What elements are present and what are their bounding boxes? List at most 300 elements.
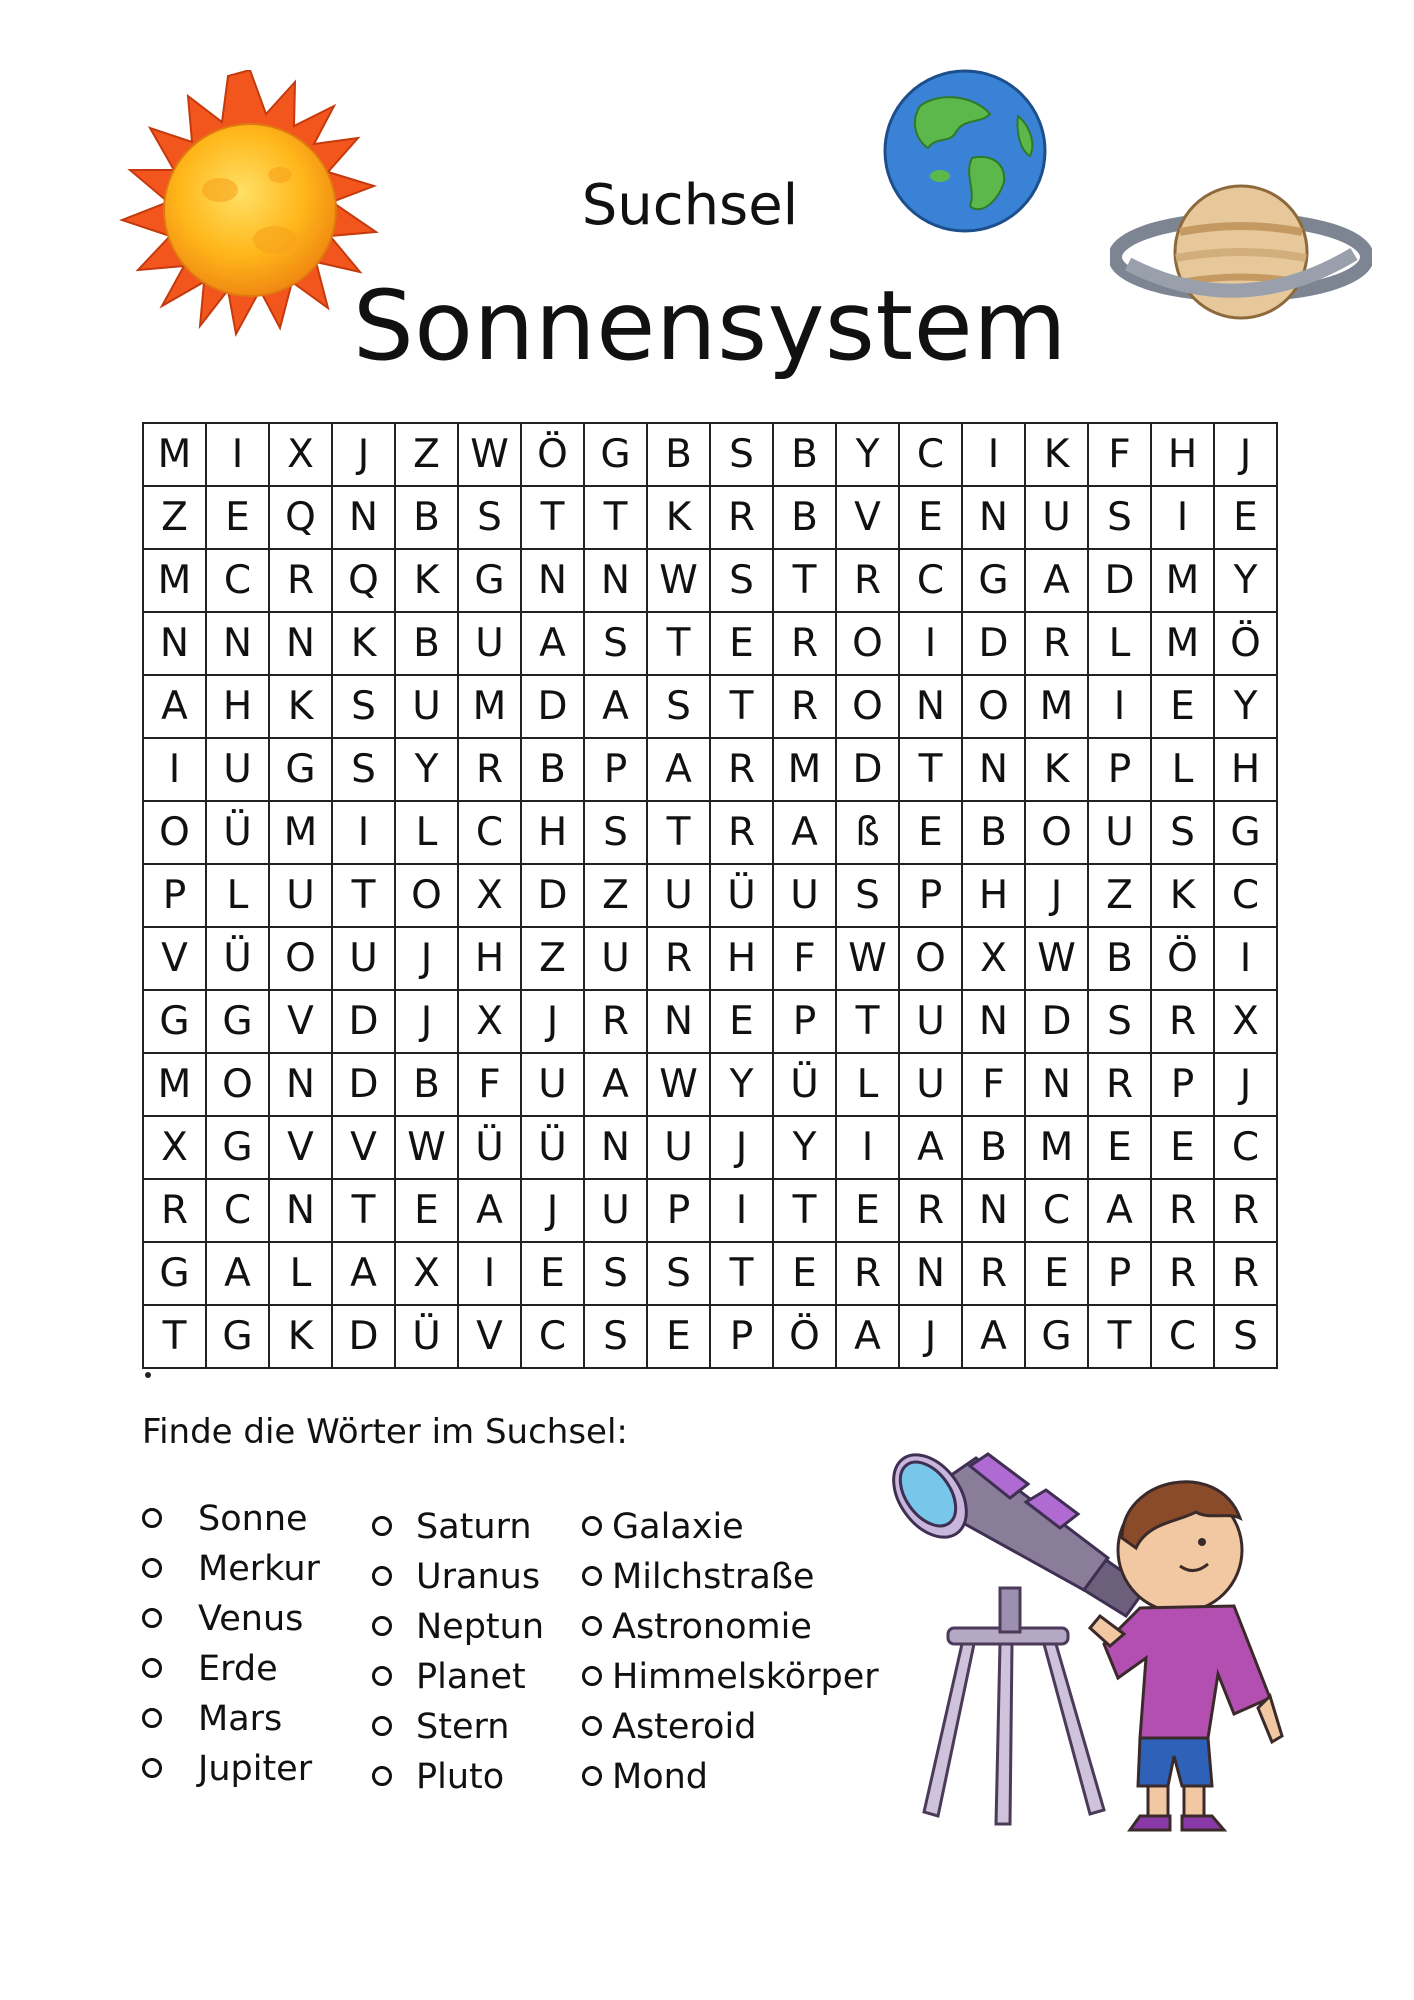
checkbox-circle[interactable]: [372, 1516, 392, 1536]
grid-cell[interactable]: Ü: [522, 1117, 585, 1180]
grid-cell[interactable]: K: [1152, 865, 1215, 928]
grid-cell[interactable]: N: [270, 1054, 333, 1117]
grid-cell[interactable]: I: [963, 424, 1026, 487]
checkbox-circle[interactable]: [372, 1666, 392, 1686]
grid-cell[interactable]: F: [459, 1054, 522, 1117]
grid-cell[interactable]: D: [1089, 550, 1152, 613]
grid-cell[interactable]: S: [837, 865, 900, 928]
grid-cell[interactable]: U: [207, 739, 270, 802]
grid-cell[interactable]: R: [774, 676, 837, 739]
grid-cell[interactable]: E: [1215, 487, 1278, 550]
checkbox-circle[interactable]: [582, 1566, 602, 1586]
grid-cell[interactable]: T: [333, 865, 396, 928]
grid-cell[interactable]: B: [522, 739, 585, 802]
grid-cell[interactable]: E: [1026, 1243, 1089, 1306]
grid-cell[interactable]: P: [1089, 739, 1152, 802]
grid-cell[interactable]: I: [207, 424, 270, 487]
grid-cell[interactable]: F: [1089, 424, 1152, 487]
grid-cell[interactable]: U: [333, 928, 396, 991]
grid-cell[interactable]: B: [648, 424, 711, 487]
grid-cell[interactable]: W: [396, 1117, 459, 1180]
grid-cell[interactable]: G: [207, 991, 270, 1054]
worksheet-title: Sonnensystem: [352, 270, 1068, 382]
checkbox-circle[interactable]: [372, 1566, 392, 1586]
grid-cell[interactable]: T: [333, 1180, 396, 1243]
grid-cell[interactable]: X: [396, 1243, 459, 1306]
checkbox-circle[interactable]: [142, 1758, 162, 1778]
grid-cell[interactable]: R: [459, 739, 522, 802]
grid-cell[interactable]: V: [333, 1117, 396, 1180]
grid-cell[interactable]: T: [711, 676, 774, 739]
grid-cell[interactable]: O: [900, 928, 963, 991]
grid-cell[interactable]: V: [837, 487, 900, 550]
grid-cell[interactable]: I: [1089, 676, 1152, 739]
word-label: Mars: [198, 1699, 283, 1739]
grid-cell[interactable]: V: [270, 991, 333, 1054]
grid-cell[interactable]: R: [711, 739, 774, 802]
grid-cell[interactable]: C: [459, 802, 522, 865]
word-search-grid[interactable]: [142, 422, 1278, 1369]
grid-cell[interactable]: R: [711, 802, 774, 865]
grid-cell[interactable]: B: [396, 1054, 459, 1117]
word-label: Stern: [416, 1707, 510, 1747]
grid-cell[interactable]: Ü: [207, 802, 270, 865]
grid-cell[interactable]: D: [333, 1054, 396, 1117]
grid-cell[interactable]: U: [900, 1054, 963, 1117]
grid-cell[interactable]: J: [333, 424, 396, 487]
grid-cell[interactable]: B: [1089, 928, 1152, 991]
grid-cell[interactable]: P: [144, 865, 207, 928]
grid-cell[interactable]: R: [648, 928, 711, 991]
grid-cell[interactable]: K: [1026, 739, 1089, 802]
grid-cell[interactable]: D: [1026, 991, 1089, 1054]
grid-cell[interactable]: A: [648, 739, 711, 802]
grid-cell[interactable]: C: [1215, 1117, 1278, 1180]
grid-cell[interactable]: U: [648, 1117, 711, 1180]
grid-cell[interactable]: X: [270, 424, 333, 487]
grid-cell[interactable]: Y: [837, 424, 900, 487]
grid-cell[interactable]: L: [396, 802, 459, 865]
grid-cell[interactable]: A: [837, 1306, 900, 1369]
word-label: Himmelskörper: [612, 1657, 879, 1697]
grid-cell[interactable]: S: [585, 613, 648, 676]
grid-cell[interactable]: P: [774, 991, 837, 1054]
grid-cell[interactable]: S: [1152, 802, 1215, 865]
grid-cell[interactable]: U: [774, 865, 837, 928]
grid-cell[interactable]: O: [270, 928, 333, 991]
grid-cell[interactable]: T: [900, 739, 963, 802]
grid-cell[interactable]: ß: [837, 802, 900, 865]
checkbox-circle[interactable]: [582, 1516, 602, 1536]
grid-cell[interactable]: X: [1215, 991, 1278, 1054]
checkbox-circle[interactable]: [142, 1558, 162, 1578]
grid-cell[interactable]: J: [711, 1117, 774, 1180]
child-with-telescope: [878, 1438, 1340, 1838]
grid-cell[interactable]: U: [585, 1180, 648, 1243]
grid-cell[interactable]: Ü: [207, 928, 270, 991]
grid-cell[interactable]: X: [963, 928, 1026, 991]
grid-cell[interactable]: M: [270, 802, 333, 865]
grid-cell[interactable]: S: [585, 802, 648, 865]
grid-cell[interactable]: W: [648, 1054, 711, 1117]
grid-cell[interactable]: M: [1152, 550, 1215, 613]
grid-cell[interactable]: N: [585, 1117, 648, 1180]
grid-cell[interactable]: S: [1215, 1306, 1278, 1369]
grid-cell[interactable]: C: [900, 424, 963, 487]
grid-cell[interactable]: T: [774, 1180, 837, 1243]
grid-cell[interactable]: S: [648, 676, 711, 739]
checkbox-circle[interactable]: [582, 1716, 602, 1736]
checkbox-circle[interactable]: [142, 1658, 162, 1678]
grid-cell[interactable]: T: [585, 487, 648, 550]
grid-cell[interactable]: T: [144, 1306, 207, 1369]
grid-cell[interactable]: B: [963, 802, 1026, 865]
grid-cell[interactable]: H: [459, 928, 522, 991]
grid-cell[interactable]: J: [396, 928, 459, 991]
grid-cell[interactable]: D: [333, 991, 396, 1054]
grid-cell[interactable]: Y: [774, 1117, 837, 1180]
checkbox-circle[interactable]: [142, 1708, 162, 1728]
grid-cell[interactable]: E: [396, 1180, 459, 1243]
grid-cell[interactable]: Ö: [1152, 928, 1215, 991]
grid-cell[interactable]: M: [144, 1054, 207, 1117]
grid-cell[interactable]: G: [144, 1243, 207, 1306]
grid-cell[interactable]: E: [1152, 1117, 1215, 1180]
grid-cell[interactable]: J: [522, 991, 585, 1054]
grid-cell[interactable]: A: [585, 676, 648, 739]
grid-cell[interactable]: N: [333, 487, 396, 550]
grid-cell[interactable]: N: [963, 1180, 1026, 1243]
grid-cell[interactable]: L: [207, 865, 270, 928]
grid-cell[interactable]: Ö: [774, 1306, 837, 1369]
grid-cell[interactable]: M: [144, 550, 207, 613]
stray-dot: [145, 1372, 151, 1378]
word-label: Planet: [416, 1657, 526, 1697]
grid-cell[interactable]: C: [1215, 865, 1278, 928]
checkbox-circle[interactable]: [372, 1616, 392, 1636]
grid-cell[interactable]: Z: [1089, 865, 1152, 928]
grid-cell[interactable]: B: [396, 613, 459, 676]
grid-cell[interactable]: W: [648, 550, 711, 613]
grid-cell[interactable]: T: [711, 1243, 774, 1306]
grid-cell[interactable]: P: [1089, 1243, 1152, 1306]
checkbox-circle[interactable]: [142, 1608, 162, 1628]
grid-cell[interactable]: X: [459, 865, 522, 928]
grid-cell[interactable]: M: [774, 739, 837, 802]
grid-cell[interactable]: A: [1089, 1180, 1152, 1243]
grid-cell[interactable]: E: [837, 1180, 900, 1243]
grid-cell[interactable]: C: [522, 1306, 585, 1369]
grid-cell[interactable]: N: [207, 613, 270, 676]
grid-cell[interactable]: Z: [144, 487, 207, 550]
grid-cell[interactable]: R: [774, 613, 837, 676]
grid-cell[interactable]: W: [1026, 928, 1089, 991]
grid-cell[interactable]: H: [711, 928, 774, 991]
grid-cell[interactable]: A: [144, 676, 207, 739]
grid-cell[interactable]: R: [144, 1180, 207, 1243]
grid-cell[interactable]: O: [207, 1054, 270, 1117]
grid-cell[interactable]: E: [774, 1243, 837, 1306]
grid-cell[interactable]: H: [207, 676, 270, 739]
grid-cell[interactable]: K: [270, 1306, 333, 1369]
grid-cell[interactable]: E: [648, 1306, 711, 1369]
grid-cell[interactable]: G: [270, 739, 333, 802]
grid-cell[interactable]: G: [585, 424, 648, 487]
grid-cell[interactable]: K: [333, 613, 396, 676]
grid-cell[interactable]: I: [900, 613, 963, 676]
grid-cell[interactable]: O: [963, 676, 1026, 739]
grid-cell[interactable]: R: [963, 1243, 1026, 1306]
grid-cell[interactable]: U: [1026, 487, 1089, 550]
grid-cell[interactable]: E: [522, 1243, 585, 1306]
grid-cell[interactable]: N: [963, 991, 1026, 1054]
grid-cell[interactable]: D: [963, 613, 1026, 676]
grid-cell[interactable]: N: [270, 613, 333, 676]
grid-cell[interactable]: G: [1026, 1306, 1089, 1369]
grid-cell[interactable]: T: [837, 991, 900, 1054]
grid-cell[interactable]: R: [1089, 1054, 1152, 1117]
grid-cell[interactable]: T: [648, 613, 711, 676]
grid-cell[interactable]: L: [270, 1243, 333, 1306]
grid-cell[interactable]: C: [207, 1180, 270, 1243]
grid-cell[interactable]: E: [1152, 676, 1215, 739]
grid-cell[interactable]: H: [1152, 424, 1215, 487]
grid-cell[interactable]: N: [522, 550, 585, 613]
grid-cell[interactable]: F: [774, 928, 837, 991]
grid-cell[interactable]: R: [1152, 1243, 1215, 1306]
grid-cell[interactable]: A: [774, 802, 837, 865]
grid-cell[interactable]: H: [522, 802, 585, 865]
grid-cell[interactable]: S: [711, 424, 774, 487]
grid-cell[interactable]: K: [396, 550, 459, 613]
grid-cell[interactable]: R: [900, 1180, 963, 1243]
grid-cell[interactable]: B: [396, 487, 459, 550]
grid-cell[interactable]: N: [270, 1180, 333, 1243]
grid-cell[interactable]: Z: [522, 928, 585, 991]
grid-cell[interactable]: R: [837, 550, 900, 613]
grid-cell[interactable]: C: [1152, 1306, 1215, 1369]
grid-cell[interactable]: A: [207, 1243, 270, 1306]
grid-cell[interactable]: K: [270, 676, 333, 739]
grid-cell[interactable]: G: [1215, 802, 1278, 865]
grid-cell[interactable]: U: [1089, 802, 1152, 865]
grid-cell[interactable]: W: [837, 928, 900, 991]
grid-cell[interactable]: N: [963, 487, 1026, 550]
grid-cell[interactable]: R: [837, 1243, 900, 1306]
grid-cell[interactable]: S: [333, 676, 396, 739]
grid-cell[interactable]: A: [963, 1306, 1026, 1369]
grid-cell[interactable]: I: [1215, 928, 1278, 991]
grid-cell[interactable]: W: [459, 424, 522, 487]
grid-cell[interactable]: A: [900, 1117, 963, 1180]
grid-cell[interactable]: Z: [396, 424, 459, 487]
grid-cell[interactable]: A: [585, 1054, 648, 1117]
checkbox-circle[interactable]: [142, 1508, 162, 1528]
grid-cell[interactable]: Y: [1215, 550, 1278, 613]
grid-cell[interactable]: N: [585, 550, 648, 613]
grid-cell[interactable]: E: [711, 613, 774, 676]
grid-cell[interactable]: T: [1089, 1306, 1152, 1369]
grid-cell[interactable]: K: [1026, 424, 1089, 487]
grid-cell[interactable]: B: [774, 424, 837, 487]
grid-cell[interactable]: Ü: [459, 1117, 522, 1180]
grid-cell[interactable]: P: [711, 1306, 774, 1369]
grid-cell[interactable]: Z: [585, 865, 648, 928]
grid-cell[interactable]: R: [1215, 1180, 1278, 1243]
grid-cell[interactable]: R: [1215, 1243, 1278, 1306]
grid-cell[interactable]: U: [900, 991, 963, 1054]
grid-cell[interactable]: S: [1089, 487, 1152, 550]
grid-cell[interactable]: I: [144, 739, 207, 802]
grid-cell[interactable]: T: [774, 550, 837, 613]
grid-cell[interactable]: P: [900, 865, 963, 928]
grid-cell[interactable]: S: [585, 1306, 648, 1369]
grid-cell[interactable]: O: [837, 613, 900, 676]
grid-cell[interactable]: C: [900, 550, 963, 613]
grid-cell[interactable]: U: [648, 865, 711, 928]
grid-cell[interactable]: E: [900, 487, 963, 550]
grid-cell[interactable]: P: [585, 739, 648, 802]
checkbox-circle[interactable]: [582, 1766, 602, 1786]
grid-cell[interactable]: R: [1026, 613, 1089, 676]
grid-cell[interactable]: E: [207, 487, 270, 550]
grid-cell[interactable]: H: [1215, 739, 1278, 802]
grid-cell[interactable]: N: [900, 1243, 963, 1306]
grid-cell[interactable]: Ü: [711, 865, 774, 928]
checkbox-circle[interactable]: [372, 1766, 392, 1786]
grid-cell[interactable]: S: [1089, 991, 1152, 1054]
grid-cell[interactable]: G: [963, 550, 1026, 613]
grid-cell[interactable]: E: [900, 802, 963, 865]
grid-cell[interactable]: G: [207, 1306, 270, 1369]
grid-cell[interactable]: T: [648, 802, 711, 865]
grid-cell[interactable]: N: [1026, 1054, 1089, 1117]
grid-cell[interactable]: P: [1152, 1054, 1215, 1117]
grid-cell[interactable]: G: [144, 991, 207, 1054]
checkbox-circle[interactable]: [372, 1716, 392, 1736]
grid-cell[interactable]: R: [585, 991, 648, 1054]
grid-cell[interactable]: Y: [711, 1054, 774, 1117]
grid-cell[interactable]: Y: [396, 739, 459, 802]
grid-cell[interactable]: D: [837, 739, 900, 802]
grid-cell[interactable]: M: [1152, 613, 1215, 676]
grid-cell[interactable]: L: [1152, 739, 1215, 802]
grid-cell[interactable]: Ü: [774, 1054, 837, 1117]
grid-cell[interactable]: A: [522, 613, 585, 676]
grid-cell[interactable]: N: [963, 739, 1026, 802]
grid-cell[interactable]: I: [333, 802, 396, 865]
word-label: Venus: [198, 1599, 304, 1639]
grid-cell[interactable]: F: [963, 1054, 1026, 1117]
grid-cell[interactable]: J: [396, 991, 459, 1054]
grid-cell[interactable]: X: [459, 991, 522, 1054]
grid-cell[interactable]: V: [270, 1117, 333, 1180]
worksheet-subtitle: Suchsel: [581, 173, 799, 238]
word-label: Merkur: [198, 1549, 320, 1589]
grid-cell[interactable]: N: [144, 613, 207, 676]
grid-cell[interactable]: M: [1026, 676, 1089, 739]
grid-cell[interactable]: G: [459, 550, 522, 613]
grid-cell[interactable]: S: [711, 550, 774, 613]
grid-cell[interactable]: B: [963, 1117, 1026, 1180]
grid-cell[interactable]: E: [1089, 1117, 1152, 1180]
grid-cell[interactable]: L: [837, 1054, 900, 1117]
grid-cell[interactable]: O: [1026, 802, 1089, 865]
grid-cell[interactable]: S: [585, 1243, 648, 1306]
grid-cell[interactable]: I: [837, 1117, 900, 1180]
grid-cell[interactable]: Ö: [1215, 613, 1278, 676]
grid-cell[interactable]: R: [1152, 991, 1215, 1054]
grid-cell[interactable]: N: [648, 991, 711, 1054]
grid-cell[interactable]: J: [522, 1180, 585, 1243]
grid-cell[interactable]: C: [207, 550, 270, 613]
grid-cell[interactable]: A: [459, 1180, 522, 1243]
grid-cell[interactable]: O: [396, 865, 459, 928]
grid-cell[interactable]: J: [1215, 424, 1278, 487]
grid-cell[interactable]: D: [522, 676, 585, 739]
grid-cell[interactable]: S: [459, 487, 522, 550]
grid-cell[interactable]: J: [1215, 1054, 1278, 1117]
grid-cell[interactable]: J: [900, 1306, 963, 1369]
grid-cell[interactable]: Q: [333, 550, 396, 613]
grid-cell[interactable]: Ü: [396, 1306, 459, 1369]
saturn-icon: [1110, 172, 1372, 332]
grid-cell[interactable]: U: [270, 865, 333, 928]
grid-cell[interactable]: O: [144, 802, 207, 865]
grid-cell[interactable]: R: [270, 550, 333, 613]
grid-cell[interactable]: Y: [1215, 676, 1278, 739]
grid-cell[interactable]: V: [144, 928, 207, 991]
grid-cell[interactable]: B: [774, 487, 837, 550]
grid-cell[interactable]: N: [900, 676, 963, 739]
grid-cell[interactable]: R: [1152, 1180, 1215, 1243]
grid-cell[interactable]: V: [459, 1306, 522, 1369]
grid-cell[interactable]: U: [459, 613, 522, 676]
checkbox-circle[interactable]: [582, 1616, 602, 1636]
grid-cell[interactable]: U: [396, 676, 459, 739]
grid-cell[interactable]: A: [1026, 550, 1089, 613]
grid-cell[interactable]: P: [648, 1180, 711, 1243]
grid-cell[interactable]: D: [522, 865, 585, 928]
grid-cell[interactable]: H: [963, 865, 1026, 928]
grid-cell[interactable]: L: [1089, 613, 1152, 676]
grid-cell[interactable]: Q: [270, 487, 333, 550]
grid-cell[interactable]: D: [333, 1306, 396, 1369]
grid-cell[interactable]: O: [837, 676, 900, 739]
grid-cell[interactable]: M: [144, 424, 207, 487]
grid-cell[interactable]: J: [1026, 865, 1089, 928]
grid-cell[interactable]: I: [1152, 487, 1215, 550]
grid-cell[interactable]: R: [711, 487, 774, 550]
grid-cell[interactable]: K: [648, 487, 711, 550]
grid-cell[interactable]: M: [459, 676, 522, 739]
checkbox-circle[interactable]: [582, 1666, 602, 1686]
grid-cell[interactable]: C: [1026, 1180, 1089, 1243]
grid-cell[interactable]: U: [585, 928, 648, 991]
grid-cell[interactable]: S: [648, 1243, 711, 1306]
grid-cell[interactable]: S: [333, 739, 396, 802]
grid-cell[interactable]: G: [207, 1117, 270, 1180]
grid-cell[interactable]: Ö: [522, 424, 585, 487]
grid-cell[interactable]: T: [522, 487, 585, 550]
grid-cell[interactable]: U: [522, 1054, 585, 1117]
grid-cell[interactable]: E: [711, 991, 774, 1054]
grid-cell[interactable]: I: [711, 1180, 774, 1243]
grid-cell[interactable]: I: [459, 1243, 522, 1306]
grid-cell[interactable]: X: [144, 1117, 207, 1180]
grid-cell[interactable]: A: [333, 1243, 396, 1306]
grid-cell[interactable]: M: [1026, 1117, 1089, 1180]
